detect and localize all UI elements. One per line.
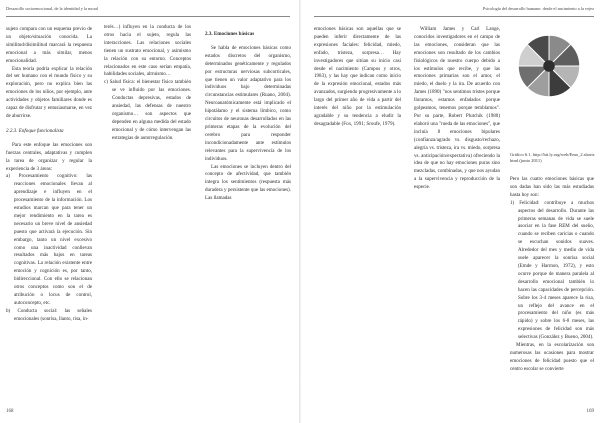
- paragraph: Esta teoría podría explicar la relación del ser humano con el mundo físico y su exploración, pero no explica bien las emociones de los niños, por ejemplo, ante actividades y objetos familiares donde es capaz de disfrutar y entusiasmarse, en vez de aburrirse.: [6, 65, 92, 119]
- section-heading: 2.3. Emociones básicas: [205, 31, 255, 37]
- left-column-1: [6, 26, 92, 324]
- list-item: c) Salud física: el bienestar físico también se ve influido por las emociones. Conductas depresivas, estados de ansiedad, las defensas de nuestro organismo… son aspectos que dependen en alguna medida del estado emocional y de cómo intervengan las estrategias de autorregulación.: [104, 79, 191, 141]
- left-column-3: [205, 24, 291, 203]
- list-item: 1) Felicidad: contribuye a muchos aspectos del desarrollo. Durante las primeras semanas de vida se suele asociar en la fase REM del sueño, cuando se reciben caricias o cuando se escuchan sonidos suaves. Alrededor del mes y medio de vida suele aparecer la sonrisa social (Emde y Harmon, 1972), y esto ocurre porque de manera paralela al desarrollo emocional también lo hacen las capacidades de percepción. Sobre los 3-4 meses aparece la risa, un reflejo del avance en el procesamiento del niño (es más rápido) y sobre los 6-8 meses, las expresiones de felicidad son más selectivas (González y Bueno, 2004).: [510, 199, 594, 341]
- left-column-3: [314, 26, 401, 129]
- paragraph: terés…) influyen en la conducta de los otros hacia el sujeto, regula las interacciones. Las relaciones sociales tienen un sustrato emocional, y asimismo la relación con su entorno. Conceptos relacionados en este caso serían empatía, habilidades sociales, altruismo…: [104, 24, 191, 78]
- running-head-left: Desarrollo socioemocional, de la identidad y la moral: [6, 6, 290, 17]
- right-column-3: [510, 176, 594, 374]
- list-item: a) Procesamiento cognitivo: las reacciones emocionales llevan al aprendizaje e influyen en el procesamiento de la información. Los estudios marcan que para tener un mejor rendimiento en la tarea es necesario un breve nivel de ansiedad puesto que activará la ejecución. Sin embargo, tanto un nivel excesivo como una inactividad conllevan resultados más bajos en tareas cognitivas. La relación existente entre emoción y cognición es, por tanto, bidireccional. Con ello se relacionan otros conceptos como son el de atribución o locus de control, autoconcepto, etc.: [6, 173, 92, 306]
- paragraph: Pero las cuatro emociones básicas que son dadas han sido las más estudiadas hasta hoy son:: [510, 176, 594, 198]
- emotion-wheel-chart: [517, 34, 581, 98]
- list-item: b) Conducta social: las señales emocionales (sonrisa, llanto, risa, in-: [6, 307, 92, 322]
- paragraph: Para este enfoque las emociones son fuerzas centrales, adaptativas y cumplen la tarea de organizar y regular la experiencia de 3 áreas:: [6, 141, 92, 172]
- paragraph: Se habla de emociones básicas como estados discretos del organismo, determinados genéticamente y regulados por estructuras nerviosas subcorticales, que tienen un valor adaptativo para los individuos bajo determinadas circunstancias estimulares (Ruano, 2004). Neuroanatómicamente está implicado el hipotálamo y el sistema límbico, como circuitos de neuronas desarrollados en las primeras etapas de la evolución del cerebro para responder incondicionadamente ante estímulos relevantes para la supervivencia de los individuos.: [205, 44, 291, 162]
- running-head-right: Psicología del desarrollo humano: desde el nacimiento a la vejez: [314, 6, 594, 17]
- paragraph: Mientras, en la escolarización son numerosas las ocasiones para mostrar emociones de felicidad puesto que el centro escolar se convierte: [510, 342, 594, 372]
- right-column-2: [414, 26, 500, 192]
- paragraph: Las emociones se incluyen dentro del concepto de afectividad, que también integra los sentimientos (respuesta más duradera y persistente que las emociones). Las llamadas: [205, 163, 291, 202]
- page-number-left: 168: [6, 409, 14, 414]
- left-column-2: [104, 24, 191, 143]
- section-heading: 2.2.3. Enfoque funcionalista: [6, 127, 64, 134]
- paragraph: sujeto compara con un esquema previo de un objeto/situación conocida. La similitud/disimilitud marcará la respuesta emocional a más similar, menos emocionalidad.: [6, 26, 92, 64]
- right-page: [300, 0, 600, 423]
- paragraph: William James y Carl Lange, conocidos investigadores en el campo de las emociones, consideran que las emociones son resultado de los cambios fisiológicos de nuestro cuerpo debido a los estímulos que recibe, y que las emociones primarias son el amor, el miedo, el duelo y la ira. De acuerdo con James (1890) "nos sentimos tristes porque lloramos, estamos enfadados porque golpeamos, tenemos porque temblamos". Por su parte, Robert Plutchik (1980) elaboró una "rueda de las emociones", que incluía 8 emociones bipolares (confianza/agrado vs. disgusto/rechazo, alegría vs. tristeza, ira vs. miedo, sorpresa vs. anticipación/expectativa) ofreciendo la idea de que no hay emociones puras sino mezcladas, combinadas, y que nos ayudan a la supervivencia y reproducción de la especie.: [414, 26, 500, 191]
- page-number-right: 169: [586, 409, 594, 414]
- paragraph: emociones básicas son aquellas que se pueden inferir directamente de las expresiones faciales: felicidad, miedo, enfado, tristeza, sorpresa… Hay investigadores que sitúan su inicio casi desde el nacimiento (Campos y otros, 1983), y las hay que indican como inicio de la expresión emocional, estados más avanzados, surgiendo progresivamente a lo largo del primer año de vida a partir del interés del niño por la estimulación agradable y su tendencia a eludir la desagradable (Fox, 1991; Sroufe, 1979).: [314, 26, 401, 127]
- figure-caption: Gráfico 6.1. http://bit.ly.org/web/Emo_2.shorts html (junio 2011): [510, 152, 595, 163]
- pie-center: [543, 60, 555, 72]
